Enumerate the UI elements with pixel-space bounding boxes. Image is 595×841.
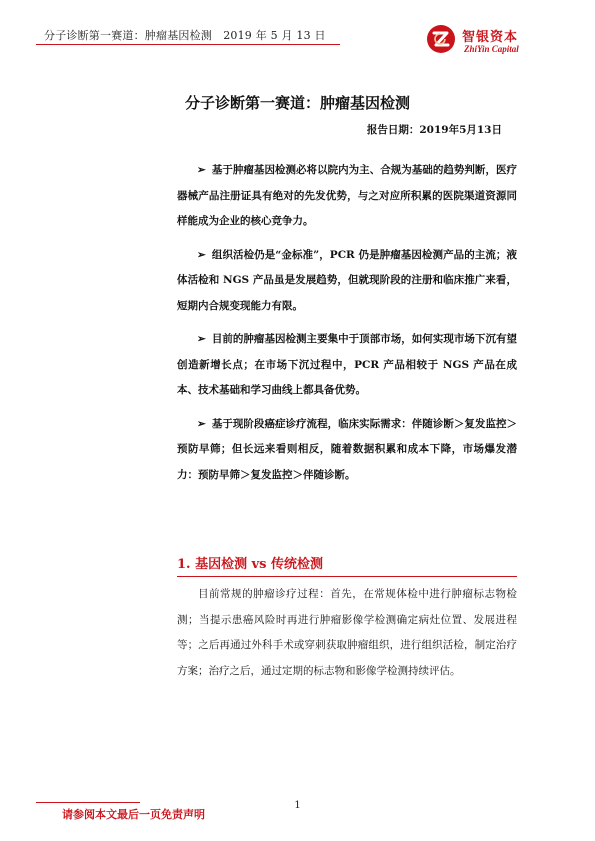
logo-english-name: ZhiYin Capital [464, 44, 519, 54]
section-rule [177, 576, 517, 577]
bullet-arrow-icon: ➢ [197, 248, 206, 261]
bullet-arrow-icon: ➢ [197, 164, 206, 176]
bullet-arrow-icon: ➢ [197, 417, 206, 430]
disclaimer-note: 请参阅本文最后一页免责声明 [62, 808, 205, 821]
summary-point-text: 目前的肿瘤基因检测主要集中于顶部市场，如何实现市场下沉有望创造新增长点；在市场下沉过程中，PCR 产品相较于 NGS 产品在成本、技术基础和学习曲线上都具备优势。 [177, 333, 517, 396]
section-paragraph: 目前常规的肿瘤诊疗过程：首先，在常规体检中进行肿瘤标志物检测；当提示患癌风险时再进行肿瘤影像学检测确定病灶位置、发展进程等；之后再通过外科手术或穿刺获取肿瘤组织，进行组织活检，制定治疗方案；治疗之后，通过定期的标志物和影像学检测持续评估。 [177, 588, 517, 677]
document-title: 分子诊断第一赛道：肿瘤基因检测 [184, 94, 410, 112]
page-number: 1 [294, 800, 301, 811]
summary-list [177, 158, 517, 496]
running-header: 分子诊断第一赛道：肿瘤基因检测 2019 年 5 月 13 日 [44, 29, 326, 42]
company-logo [426, 24, 546, 64]
summary-point [177, 412, 517, 489]
summary-point [177, 243, 517, 320]
section-heading: 1. 基因检测 vs 传统检测 [177, 557, 324, 572]
summary-point-text: 组织活检仍是“金标准”，PCR 仍是肿瘤基因检测产品的主流；液体活检和 NGS 产品虽是发展趋势，但就现阶段的注册和临床推广来看，短期内合规变现能力有限。 [177, 248, 517, 312]
summary-point [177, 327, 517, 404]
logo-mark-icon [426, 24, 456, 54]
footer-rule [36, 802, 140, 803]
summary-point-text: 基于肿瘤基因检测必将以院内为主、合规为基础的趋势判断，医疗器械产品注册证具有绝对的先发优势，与之对应所积累的医院渠道资源同样能成为企业的核心竞争力。 [177, 164, 517, 227]
header-rule [36, 44, 340, 45]
report-date: 报告日期：2019年5月13日 [366, 124, 502, 136]
summary-point-text: 基于现阶段癌症诊疗流程，临床实际需求：伴随诊断＞复发监控＞预防早筛；但长远来看则相反，随着数据积累和成本下降，市场爆发潜力：预防早筛＞复发监控＞伴随诊断。 [177, 417, 517, 481]
logo-chinese-name: 智银资本 [462, 30, 519, 45]
summary-point [177, 158, 517, 235]
bullet-arrow-icon: ➢ [197, 333, 206, 345]
